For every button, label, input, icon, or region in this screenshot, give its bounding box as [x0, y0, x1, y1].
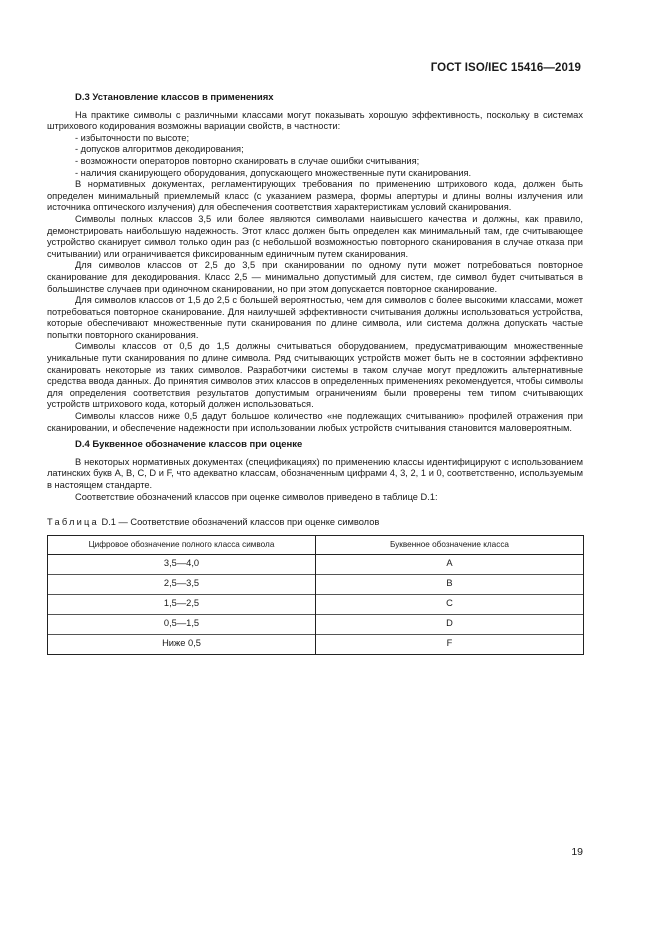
section-d3-intro: На практике символы с различными классами могут показывать хорошую эффективность, поскольку в системах штрихового кодирования возможны вариации свойств, в частности: [47, 109, 583, 132]
paragraph: Символы классов от 0,5 до 1,5 должны считываться оборудованием, предусматривающим множественные уникальные пути сканирования по длине символа. Ряд считывающих устройств может быть не в состоянии эффективно сканировать некоторые из таких символов. Разработчики системы в таком случае могут предложить альтернативные средства ввода данных. До принятия символов этих классов в определенных применениях рекомендуется, чтобы символы для определения соответствия результатов допустимым ограничениям были проверены тем типом считывающих устройств штрихового кода, который должен использоваться. [47, 341, 584, 410]
section-d4-heading: D.4 Буквенное обозначение классов при оценке [75, 439, 303, 451]
table-cell: 3,5—4,0 [48, 554, 316, 574]
table-cell: B [316, 574, 584, 594]
paragraph: Символы классов ниже 0,5 дадут большое количество «не подлежащих считыванию» профилей отражения при сканировании, и обеспечение надежности при использовании любых устройств считывания становится маловероятным. [47, 411, 583, 433]
table-cell: C [316, 594, 584, 614]
list-item: - возможности операторов повторно сканировать в случае ошибки считывания; [75, 155, 420, 166]
table-cell: 2,5—3,5 [48, 574, 316, 594]
table-row [48, 574, 584, 594]
paragraph: Для символов классов от 1,5 до 2,5 с большей вероятностью, чем для символов с более высокими классами, может потребоваться повторное сканирование. Для наилучшей эффективности считывания должны использоваться устройства, которые обеспечивают множественные пути сканирования по длине символа, или система должна допускать частые попытки повторного сканирования. [47, 295, 583, 340]
table-caption-prefix: Таблица [47, 517, 99, 528]
paragraph: В некоторых нормативных документах (спецификациях) по применению классы идентифицируют с использованием латинских букв A, B, C, D и F, что адекватно классам, обозначенным цифрами 4, 3, 2, 1 и 0, соответственно, используемым в настоящем стандарте. [47, 456, 583, 490]
document-code: ГОСТ ISO/IEC 15416—2019 [430, 62, 581, 74]
list-item: - допусков алгоритмов декодирования; [75, 144, 244, 155]
table-row [48, 614, 584, 634]
paragraph: В нормативных документах, регламентирующих требования по применению штрихового кода, должен быть определен минимальный приемлемый класс (с указанием размера, формы апертуры и длины волны излучения или источника оптического излучения) для обеспечения соответствия характеристикам условий сканирования. [47, 179, 583, 213]
paragraph: Для символов классов от 2,5 до 3,5 при сканировании по одному пути может потребоваться повторное сканирование для декодирования. Класс 2,5 — минимально допустимый для систем, где символ будет считываться в большинстве случаев при одиночном сканировании, но при этом допускается повторное сканирование. [47, 260, 583, 294]
table-row [48, 554, 584, 574]
grade-table [47, 535, 584, 655]
table-cell: 0,5—1,5 [48, 614, 316, 634]
paragraph: Символы полных классов 3,5 или более являются символами наивысшего качества и должны, как правило, демонстрировать наибольшую надежность. Этот класс должен быть определен как минимальный там, где считывающее устройство сканирует символ только один раз (с небольшой возможностью повторного сканирования в случае отказа при считывании) или ограничивается фиксированным единичным путем сканирования. [47, 213, 583, 259]
table-cell: F [316, 634, 584, 654]
table-row [48, 634, 584, 654]
page-body [47, 92, 583, 655]
table-cell: D [316, 614, 584, 634]
page-number: 19 [571, 846, 583, 858]
table-cell: Ниже 0,5 [48, 634, 316, 654]
table-header-numeric: Цифровое обозначение полного класса символа [48, 535, 316, 554]
table-cell: 1,5—2,5 [48, 594, 316, 614]
list-item: - избыточности по высоте; [75, 132, 190, 143]
table-header-letter: Буквенное обозначение класса [316, 535, 584, 554]
list-item: - наличия сканирующего оборудования, допускающего множественные пути сканирования. [75, 167, 472, 178]
table-caption-text: D.1 — Соответствие обозначений классов при оценке символов [98, 517, 380, 528]
section-d3-heading: D.3 Установление классов в применениях [75, 92, 274, 103]
table-row [48, 594, 584, 614]
paragraph: Соответствие обозначений классов при оценке символов приведено в таблице D.1: [75, 491, 438, 502]
table-caption [47, 517, 583, 529]
table-cell: A [316, 554, 584, 574]
